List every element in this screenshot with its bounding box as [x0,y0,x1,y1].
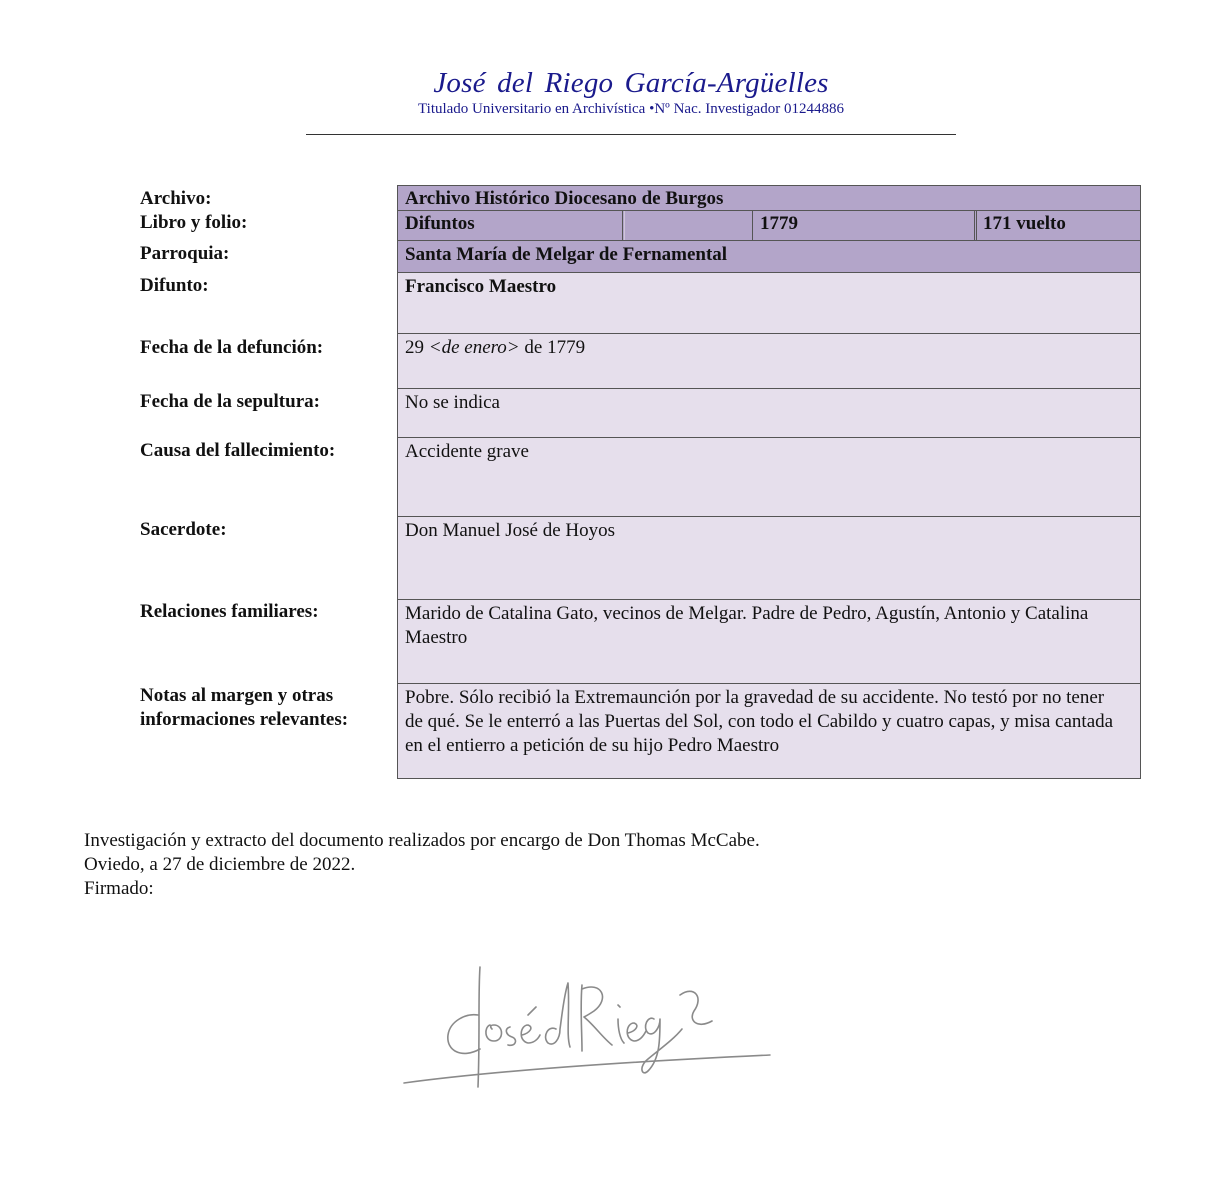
letterhead-name: José del Riego García-Argüelles [433,67,829,99]
footer [84,829,760,901]
cell-divider [752,211,753,240]
value-causa: Accidente grave [405,441,529,462]
value-relaciones: Marido de Catalina Gato, vecinos de Melgar. Padre de Pedro, Agustín, Antonio y Catalina Maestro [405,603,1089,648]
value-notas: Pobre. Sólo recibió la Extremaunción por la gravedad de su accidente. No testó por no tener de qué. Se le enterró a las Puertas del Sol, con todo el Cabildo y cuatro capas, y misa cantada en el entierro a petición de su hijo Pedro Maestro [405,687,1114,756]
row-archivo [398,186,1140,211]
letterhead-rule [306,134,956,135]
label-fecha-defuncion: Fecha de la defunción: [140,337,324,358]
label-sacerdote: Sacerdote: [140,519,227,540]
fecha-defuncion-month: <de enero> [428,337,520,358]
row-sacerdote [398,517,1140,600]
label-causa: Causa del fallecimiento: [140,440,336,461]
cell-divider [622,211,623,240]
label-parroquia: Parroquia: [140,243,230,264]
label-notas-line1: Notas al margen y otras [140,685,334,706]
label-archivo: Archivo: [140,188,212,209]
footer-research-note: Investigación y extracto del documento realizados por encargo de Don Thomas McCabe. [84,830,760,851]
value-fecha-sepultura: No se indica [405,392,500,413]
fecha-defuncion-year: de 1779 [519,337,586,358]
value-folio: 171 vuelto [983,213,1066,234]
row-notas [398,684,1140,778]
value-libro: Difuntos [405,213,475,234]
value-sacerdote: Don Manuel José de Hoyos [405,520,616,541]
handwritten-signature [398,955,778,1095]
cell-divider-faint [624,211,625,240]
footer-place-date: Oviedo, a 27 de diciembre de 2022. [84,854,356,875]
row-fecha-sepultura [398,389,1140,438]
row-relaciones [398,600,1140,684]
value-fecha-defuncion [405,336,1130,360]
row-fecha-defuncion [398,334,1140,389]
fecha-defuncion-day: 29 [405,337,429,358]
row-difunto [398,273,1140,334]
letterhead-subtitle: Titulado Universitario en Archivística •Nº Nac. Investigador 01244886 [418,101,844,117]
cell-divider [974,211,975,240]
label-notas-line2: informaciones relevantes: [140,709,349,730]
footer-signed-label: Firmado: [84,878,154,899]
label-libro-folio: Libro y folio: [140,212,248,233]
row-libro-folio [398,211,1140,241]
label-relaciones: Relaciones familiares: [140,601,319,622]
row-parroquia [398,241,1140,273]
label-difunto: Difunto: [140,275,209,296]
value-archivo: Archivo Histórico Diocesano de Burgos [405,188,724,209]
label-fecha-sepultura: Fecha de la sepultura: [140,391,320,412]
value-parroquia: Santa María de Melgar de Fernamental [405,244,728,265]
row-causa [398,438,1140,517]
value-difunto: Francisco Maestro [405,276,557,297]
value-anio: 1779 [760,213,798,234]
cell-divider [976,211,977,240]
record-table [397,185,1141,779]
letterhead [300,66,962,118]
